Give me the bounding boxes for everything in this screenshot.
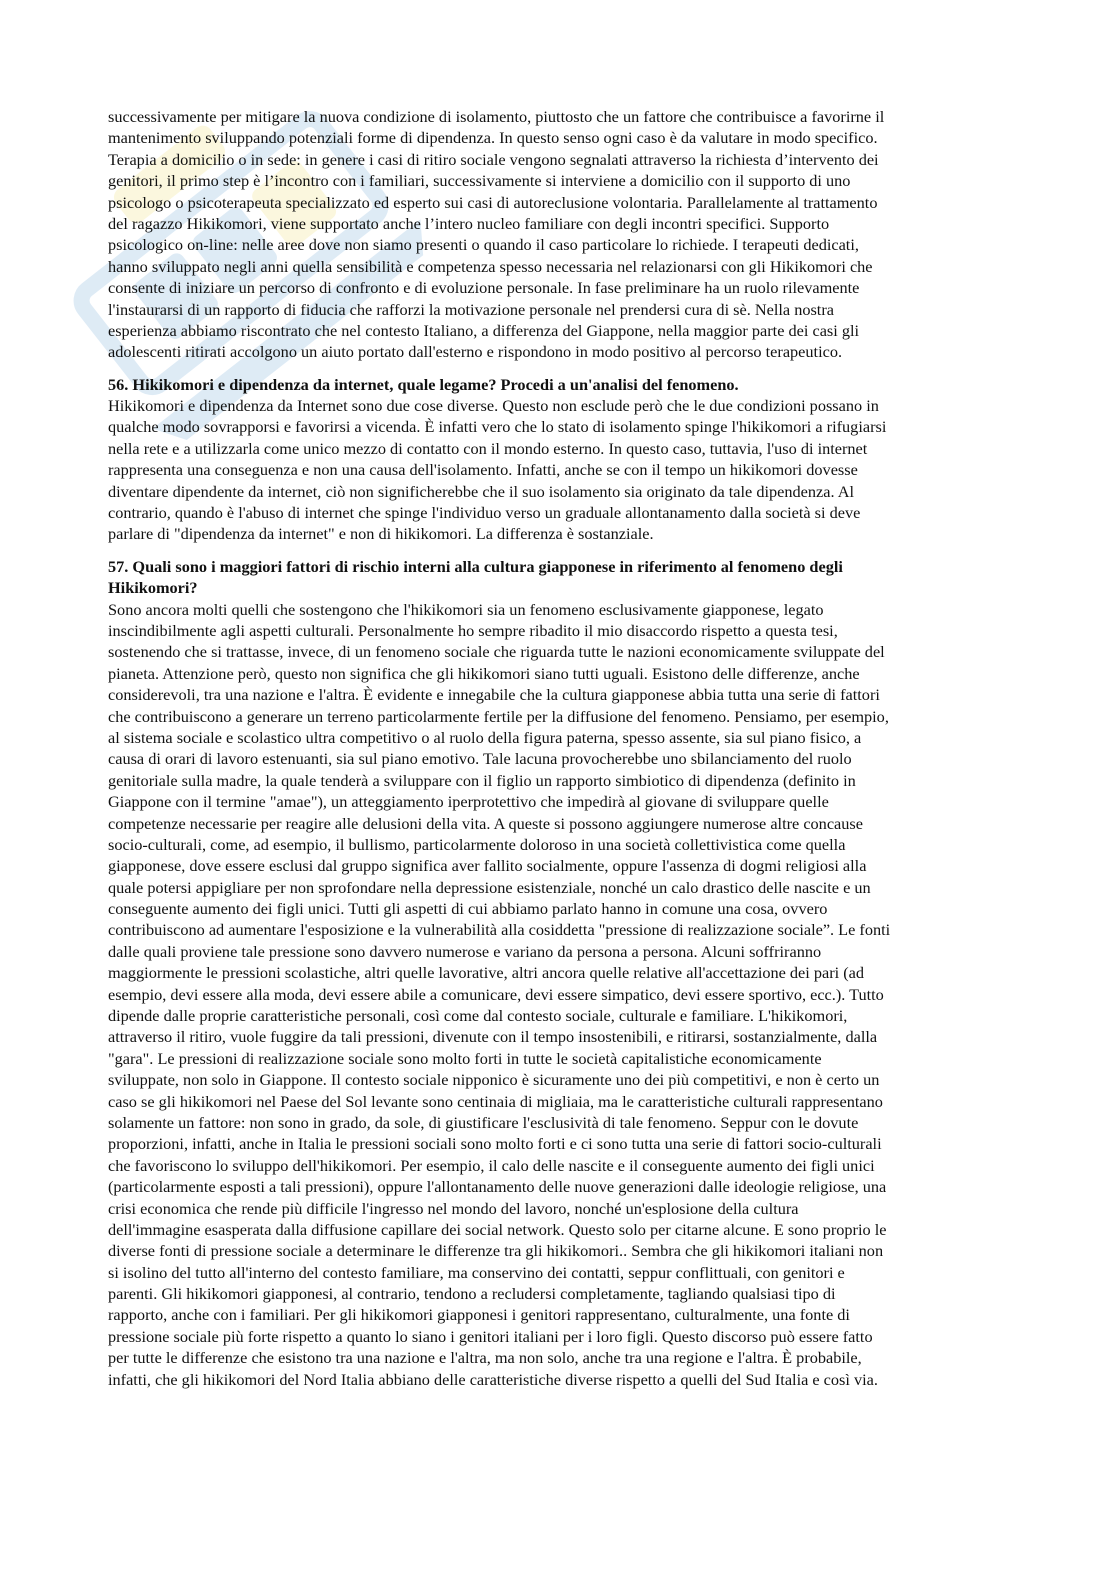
text-line: caso se gli hikikomori nel Paese del Sol levante sono centinaia di migliaia, ma le caratteristiche culturali rappresentano bbox=[108, 1091, 883, 1111]
text-line: esperienza abbiamo riscontrato che nel contesto Italiano, a differenza del Giappone, nella maggior parte dei casi gli bbox=[108, 320, 860, 340]
text-line: successivamente per mitigare la nuova condizione di isolamento, piuttosto che un fattore che contribuisce a favorirne il bbox=[108, 107, 885, 126]
text-line: qualche modo sovrapporsi e favorirsi a vicenda. È infatti vero che lo stato di isolamento spinge l'hikikomori a rifugiarsi bbox=[108, 417, 887, 437]
text-line: che contribuiscono a generare un terreno particolarmente fertile per la diffusione del fenomeno. Pensiamo, per esempio, bbox=[108, 706, 889, 726]
text-line: dipende dalle proprie caratteristiche personali, così come dal contesto sociale, culturale e familiare. L'hikikomori, bbox=[108, 1006, 848, 1026]
text-line: proporzioni, infatti, anche in Italia le pressioni sociali sono molto forti e ci sono tutta una serie di fattori socio-culturali bbox=[108, 1134, 882, 1154]
text-line: infatti, che gli hikikomori del Nord Italia abbiano delle caratteristiche diverse rispetto a quelli del Sud Italia e così via. bbox=[108, 1369, 878, 1389]
text-line: causa di orari di lavoro estenuanti, sia sul piano emotivo. Tale lacuna provocherebbe uno sbilanciamento del ruolo bbox=[108, 749, 852, 769]
text-line: pressione sociale più forte rispetto a quanto lo siano i genitori italiani per i loro figli. Questo discorso può essere fatto bbox=[108, 1326, 873, 1346]
text-line: conseguente aumento dei figli unici. Tutti gli aspetti di cui abbiamo parlato hanno in comune una cosa, ovvero bbox=[108, 899, 828, 919]
text-line: mantenimento sviluppando potenziali forme di dipendenza. In questo senso ogni caso è da valutare in modo specifico. bbox=[108, 128, 878, 148]
text-line: pianeta. Attenzione però, questo non significa che gli hikikomori siano tutti uguali. Esistono delle differenze, anche bbox=[108, 663, 860, 683]
text-line: Hikikomori e dipendenza da Internet sono due cose diverse. Questo non esclude però che le due condizioni possano in bbox=[108, 396, 879, 416]
text-line: esempio, devi essere alla moda, devi essere abile a comunicare, devi essere simpatico, devi essere sportivo, ecc.). Tutto bbox=[108, 984, 884, 1004]
text-line: quale potersi appigliare per non sprofondare nella depressione esistenziale, nonché un calo drastico delle nascite e un bbox=[108, 877, 871, 897]
text-line: l'instaurarsi di un rapporto di fiducia che rafforzi la motivazione personale nel prendersi cura di sè. Nella nostra bbox=[108, 299, 834, 319]
text-line: diventare dipendente da internet, ciò non significherebbe che il suo isolamento sia originato da tale dipendenza. Al bbox=[108, 481, 854, 501]
text-line: del ragazzo Hikikomori, viene supportato anche l’intero nucleo familiare con degli incontri specifici. Supporto bbox=[108, 213, 830, 233]
text-line: Giappone con il termine "amae"), un atteggiamento iperprotettivo che impedirà al giovane di sviluppare quelle bbox=[108, 792, 829, 812]
text-line: (particolarmente esposti a tali pressioni), oppure l'allontanamento delle nuove generazioni dalle ideologie religiose, una bbox=[108, 1177, 887, 1197]
text-line: al sistema sociale e scolastico ultra competitivo o al ruolo della figura paterna, spesso assente, sia sul piano fisico, a bbox=[108, 727, 862, 747]
text-line: consente di iniziare un percorso di confronto e di evoluzione personale. In fase preliminare ha un ruolo rilevamente bbox=[108, 278, 860, 298]
text-line: genitoriale sulla madre, la quale tenderà a sviluppare con il figlio un rapporto simbiotico di dipendenza (definito in bbox=[108, 770, 856, 790]
text-line: maggiormente le pressioni scolastiche, altri quelle lavorative, altri ancora quelle relative all'accettazione dei pari (ad bbox=[108, 963, 865, 983]
text-line: socio-culturali, come, ad esempio, il bullismo, particolarmente doloroso in una società collettivistica come quella bbox=[108, 834, 846, 854]
text-line: psicologico on-line: nelle aree dove non siamo presenti o quando il caso particolare lo richiede. I terapeuti dedicati, bbox=[108, 235, 859, 255]
text-line: crisi economica che rende più difficile l'ingresso nel mondo del lavoro, nonché un'esplosione della cultura bbox=[108, 1198, 799, 1218]
text-line: per tutte le differenze che esistono tra una nazione e l'altra, ma non solo, anche tra una regione e l'altra. È probabile, bbox=[108, 1348, 862, 1368]
section-57-body bbox=[108, 599, 1008, 1390]
text-line: Sono ancora molti quelli che sostengono che l'hikikomori sia un fenomeno esclusivamente giapponese, legato bbox=[108, 599, 824, 619]
text-line: contribuiscono ad aumentare l'esposizione e la vulnerabilità alla cosiddetta "pressione di realizzazione sociale”. Le fonti bbox=[108, 920, 891, 940]
heading-line: 56. Hikikomori e dipendenza da internet, quale legame? Procedi a un'analisi del fenomeno. bbox=[108, 374, 739, 394]
text-line: psicologo o psicoterapeuta specializzato ed esperto sui casi di autoreclusione volontaria. Parallelamente al trattamento bbox=[108, 192, 878, 212]
section-56-heading bbox=[108, 374, 1008, 395]
text-line: considerevoli, tra una nazione e l'altra. È evidente e innegabile che la cultura giapponese abbia tutta una serie di fattori bbox=[108, 685, 880, 705]
text-line: contrario, quando è l'abuso di internet che spinge l'individuo verso un graduale allontanamento dalla società si deve bbox=[108, 503, 861, 523]
text-line: rapporto, anche con i familiari. Per gli hikikomori giapponesi i genitori rappresentano, culturalmente, una fonte di bbox=[108, 1305, 850, 1325]
intro-paragraph bbox=[108, 106, 1008, 363]
heading-line: 57. Quali sono i maggiori fattori di rischio interni alla cultura giapponese in riferimento al fenomeno degli bbox=[108, 556, 843, 576]
text-line: inscindibilmente agli aspetti culturali. Personalmente ho sempre ribadito il mio disaccordo rispetto a questa tesi, bbox=[108, 620, 838, 640]
text-line: si isolino del tutto all'interno del contesto familiare, ma conservino dei contatti, seppur conflittuali, con genitori e bbox=[108, 1262, 845, 1282]
text-line: sviluppate, non solo in Giappone. Il contesto sociale nipponico è sicuramente uno dei più competitivi, e non è certo un bbox=[108, 1070, 880, 1090]
section-56-body bbox=[108, 395, 1008, 545]
text-line: solamente un fattore: non sono in grado, da sole, di giustificare l'esclusività di tale fenomeno. Seppur con le dovute bbox=[108, 1112, 859, 1132]
text-line: genitori, il primo step è l’incontro con i familiari, successivamente si interviene a domicilio con il supporto di uno bbox=[108, 171, 851, 191]
text-line: dell'immagine esasperata dalla diffusione capillare dei social network. Questo solo per citarne alcune. E sono proprio le bbox=[108, 1219, 887, 1239]
text-line: che favoriscono lo sviluppo dell'hikikomori. Per esempio, il calo delle nascite e il conseguente aumento dei figli unici bbox=[108, 1155, 875, 1175]
text-line: hanno sviluppato negli anni quella sensibilità e competenza spesso necessaria nel relazionarsi con gli Hikikomori che bbox=[108, 256, 873, 276]
text-line: "gara". Le pressioni di realizzazione sociale sono molto forti in tutte le società capitalistiche economicamente bbox=[108, 1048, 822, 1068]
text-line: attraverso il ritiro, vuole fuggire da tali pressioni, divenute con il tempo insostenibili, e ritirarsi, sostanzialmente, dalla bbox=[108, 1027, 878, 1047]
text-line: giapponese, dove essere esclusi dal gruppo significa aver fallito socialmente, oppure l'assenza di dogmi religiosi alla bbox=[108, 856, 867, 876]
text-line: rappresenta una conseguenza e non una causa dell'isolamento. Infatti, anche se con il tempo un hikikomori dovesse bbox=[108, 460, 858, 480]
text-line: dalle quali proviene tale pressione sono davvero numerose e variano da persona a persona. Alcuni soffriranno bbox=[108, 941, 822, 961]
heading-line: Hikikomori? bbox=[108, 578, 198, 598]
text-line: nella rete e a utilizzarla come unico mezzo di contatto con il mondo esterno. In questo caso, tuttavia, l'uso di internet bbox=[108, 438, 868, 458]
text-line: diverse fonti di pressione sociale a determinare le differenze tra gli hikikomori.. Sembra che gli hikikomori italiani non bbox=[108, 1241, 884, 1261]
text-line: parlare di "dipendenza da internet" e non di hikikomori. La differenza è sostanziale. bbox=[108, 524, 654, 544]
text-line: competenze necessarie per reagire alle delusioni della vita. A queste si possono aggiungere numerose altre concause bbox=[108, 813, 863, 833]
text-line: parenti. Gli hikikomori giapponesi, al contrario, tendono a recludersi completamente, tagliando qualsiasi tipo di bbox=[108, 1284, 836, 1304]
text-line: Terapia a domicilio o in sede: in genere i casi di ritiro sociale vengono segnalati attraverso la richiesta d’intervento dei bbox=[108, 149, 879, 169]
text-line: sostenendo che si trattasse, invece, di un fenomeno sociale che riguarda tutte le nazioni economicamente sviluppate del bbox=[108, 642, 885, 662]
section-57-heading bbox=[108, 556, 1008, 599]
text-line: adolescenti ritirati accolgono un aiuto portato dall'esterno e rispondono in modo positivo al percorso terapeutico. bbox=[108, 342, 843, 362]
document-body bbox=[108, 106, 1008, 1390]
